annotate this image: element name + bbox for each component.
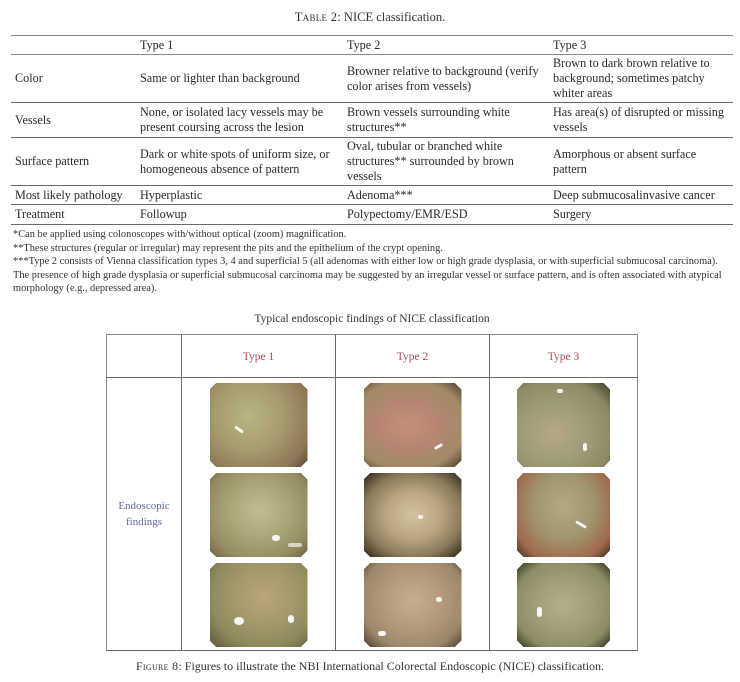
cell-type2: Brown vessels surrounding white structures**	[343, 103, 549, 138]
figure-caption-text: : Figures to illustrate the NBI International Colorectal Endoscopic (NICE) classification.	[178, 659, 605, 673]
findings-label-line1: Endoscopic	[118, 500, 170, 512]
table-row	[11, 138, 733, 186]
endoscopic-findings-figure	[106, 334, 638, 651]
table-row	[11, 55, 733, 103]
figure-header-type2	[336, 335, 490, 378]
row-label: Color	[11, 55, 136, 103]
header-empty	[11, 36, 136, 55]
cell-type3: Has area(s) of disrupted or missing vessels	[549, 103, 733, 138]
cell-type2: Oval, tubular or branched white structures** surrounded by brown vessels	[343, 138, 549, 186]
row-label: Treatment	[11, 205, 136, 225]
endoscopic-image-type2-3	[364, 563, 462, 647]
endoscopic-image-type1-1	[210, 383, 308, 467]
figure-caption-prefix: Figure 8	[135, 659, 179, 673]
table-caption	[0, 10, 740, 25]
figure-heading: Typical endoscopic findings of NICE classification	[254, 313, 490, 325]
endoscopic-image-type1-3	[210, 563, 308, 647]
cell-type1: Followup	[136, 205, 343, 225]
cell-type3: Deep submucosalinvasive cancer	[549, 186, 733, 205]
cell-type3: Brown to dark brown relative to background; sometimes patchy whiter areas	[549, 55, 733, 103]
table-caption-text: : NICE classification.	[337, 10, 446, 24]
cell-type1: Dark or white spots of uniform size, or homogeneous absence of pattern	[136, 138, 343, 186]
footnote-1: *Can be applied using colonoscopes with/without optical (zoom) magnification.	[13, 229, 347, 240]
footnote-2: **These structures (regular or irregular) may represent the pits and the epithelium of the crypt opening.	[13, 242, 443, 254]
cell-type3: Amorphous or absent surface pattern	[549, 138, 733, 186]
endoscopic-image-type3-3	[517, 563, 610, 647]
cell-type2: Adenoma***	[343, 186, 549, 205]
figure-body-row	[107, 378, 638, 651]
cell-type1: None, or isolated lacy vessels may be present coursing across the lesion	[136, 103, 343, 138]
figure-header-row	[107, 335, 638, 378]
figure-caption	[0, 659, 740, 674]
type1-images-cell	[182, 378, 336, 651]
endoscopic-image-type2-2	[364, 473, 462, 557]
cell-type3: Surgery	[549, 205, 733, 225]
table-row	[11, 205, 733, 225]
table-footnotes	[13, 228, 733, 296]
endoscopic-image-type2-1	[364, 383, 462, 467]
header-type1: Type 1	[136, 36, 343, 55]
row-label: Most likely pathology	[11, 186, 136, 205]
type1-label: Type 1	[242, 351, 275, 363]
figure-header-type1	[182, 335, 336, 378]
cell-type2: Browner relative to background (verify color arises from vessels)	[343, 55, 549, 103]
footnote-3: ***Type 2 consists of Vienna classification types 3, 4 and superficial 5 (all adenomas with either low or high grade dysplasia, or with superficial submucosal carcinoma). The presence of high grade dysplasia or superficial submucosal carcinoma may be suggested by an irregular vessel or surface pattern, and is often associated with atypical morphology (e.g., depressed area).	[13, 256, 722, 295]
cell-type1: Same or lighter than background	[136, 55, 343, 103]
figure-header-empty	[107, 335, 182, 378]
table-header-row	[11, 36, 733, 55]
cell-type2: Polypectomy/EMR/ESD	[343, 205, 549, 225]
findings-label-cell	[107, 378, 182, 651]
figure-header-type3	[490, 335, 638, 378]
type3-label: Type 3	[547, 351, 580, 363]
type3-images-cell	[490, 378, 638, 651]
endoscopic-image-type3-2	[517, 473, 610, 557]
cell-type1: Hyperplastic	[136, 186, 343, 205]
header-type3: Type 3	[549, 36, 733, 55]
header-type2: Type 2	[343, 36, 549, 55]
table-caption-prefix: Table 2	[294, 10, 338, 24]
type2-images-cell	[336, 378, 490, 651]
nice-classification-table	[11, 35, 733, 225]
table-row	[11, 186, 733, 205]
table-row	[11, 103, 733, 138]
row-label: Surface pattern	[11, 138, 136, 186]
row-label: Vessels	[11, 103, 136, 138]
endoscopic-image-type1-2	[210, 473, 308, 557]
type2-label: Type 2	[396, 351, 429, 363]
endoscopic-findings-label	[107, 498, 181, 530]
findings-label-line2: findings	[125, 516, 163, 528]
endoscopic-image-type3-1	[517, 383, 610, 467]
